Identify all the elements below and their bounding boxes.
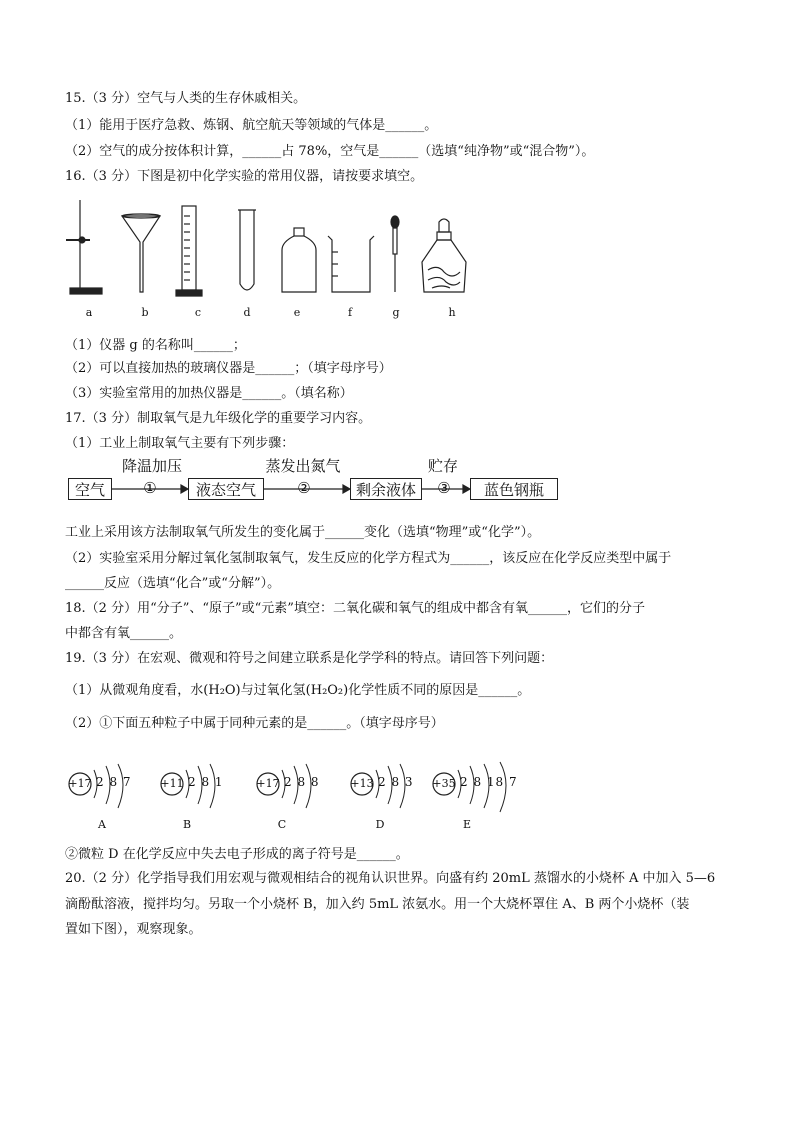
q19-part1-text-a: （1）从微观角度看，水: [65, 683, 204, 698]
reagent-bottle-icon: [282, 228, 316, 292]
q17-part2: （2）实验室采用分解过氧化氢制取氧气，发生反应的化学方程式为______，该反应在化学反应类型中属于: [65, 551, 672, 566]
particle-C: [254, 762, 344, 812]
particle-B: [158, 762, 248, 812]
flow-box-remaining-liquid: 剩余液体: [350, 478, 422, 500]
q19-heading: 19.（3 分）在宏观、微观和符号之间建立联系是化学学科的特点。请回答下列问题：: [65, 651, 554, 666]
flow-step-1: 降温加压: [121, 457, 182, 475]
q20-line1: 20.（2 分）化学指导我们用宏观与微观相结合的视角认识世界。向盛有约 20mL 蒸馏水的小烧杯 A 中加入 5—6: [65, 871, 716, 886]
label-a: a: [85, 306, 93, 319]
shells-C: 2 8 8: [284, 775, 320, 789]
particle-label-D: D: [375, 818, 385, 831]
test-tube-icon: [238, 210, 256, 290]
label-b: b: [141, 306, 149, 319]
water-formula: (H₂O): [203, 683, 241, 698]
beaker-icon: [328, 236, 374, 292]
flow-box-liquid-air: 液态空气: [188, 478, 264, 500]
iron-stand-icon: [66, 200, 102, 294]
flow-box-air: 空气: [68, 478, 112, 500]
label-e: e: [293, 306, 301, 319]
particle-label-A: A: [98, 818, 106, 831]
q18-line2: 中都含有氧______。: [65, 626, 183, 641]
hydrogen-peroxide-formula: (H₂O₂): [305, 683, 349, 698]
q17-heading: 17.（3 分）制取氧气是九年级化学的重要学习内容。: [65, 411, 372, 426]
particle-label-E: E: [462, 818, 472, 831]
label-d: d: [243, 306, 251, 319]
graduated-cylinder-icon: [176, 206, 202, 296]
shells-E: 2 8 18 7: [460, 775, 518, 789]
nucleus-B: +11: [160, 777, 184, 790]
q18-line1: 18.（2 分）用“分子”、“原子”或“元素”填空：二氧化碳和氧气的组成中都含有氧______，它们的分子: [65, 601, 645, 616]
flow-num-2: ②: [297, 479, 311, 497]
flow-box-blue-cylinder: 蓝色钢瓶: [470, 478, 558, 500]
label-g: g: [392, 306, 400, 319]
q19-part1-text-c: 化学性质不同的原因是______。: [348, 683, 531, 698]
nucleus-D: +13: [350, 777, 374, 790]
q15-heading: 15.（3 分）空气与人类的生存休戚相关。: [65, 91, 307, 106]
particle-label-B: B: [182, 818, 192, 831]
q17-part1: （1）工业上制取氧气主要有下列步骤：: [65, 436, 295, 451]
q15-part1: （1）能用于医疗急救、炼钢、航空航天等领域的气体是______。: [65, 118, 438, 133]
q15-part2: （2）空气的成分按体积计算，______占 78%，空气是______（选填“纯净物”或“混合物”）。: [65, 144, 595, 159]
nucleus-C: +17: [256, 777, 280, 790]
lab-apparatus-figure: [60, 192, 490, 304]
shells-A: 2 8 7: [96, 775, 132, 789]
q16-part1: （1）仪器 g 的名称叫______；: [65, 338, 246, 353]
flow-num-1: ①: [143, 479, 157, 497]
particle-label-C: C: [277, 818, 287, 831]
q17-part2-cont: ______反应（选填“化合”或“分解”）。: [65, 576, 281, 591]
q20-line3: 置如下图），观察现象。: [65, 922, 202, 937]
label-c: c: [194, 306, 202, 319]
q20-line2: 滴酚酞溶液，搅拌均匀。另取一个小烧杯 B，加入约 5mL 浓氨水。用一个大烧杯罩住 A、B 两个小烧杯（装: [65, 897, 690, 912]
q19-part2: （2）①下面五种粒子中属于同种元素的是______。（填字母序号）: [65, 716, 444, 731]
dropper-icon: [391, 216, 399, 292]
q19-part1-text-b: 与过氧化氢: [240, 683, 306, 698]
particle-E: [430, 762, 530, 822]
q16-heading: 16.（3 分）下图是初中化学实验的常用仪器，请按要求填空。: [65, 169, 424, 184]
shells-B: 2 8 1: [188, 775, 224, 789]
flow-num-3: ③: [437, 479, 451, 497]
label-h: h: [448, 306, 456, 319]
q16-part3: （3）实验室常用的加热仪器是______。（填名称）: [65, 386, 353, 401]
q17-part1-question: 工业上采用该方法制取氧气所发生的变化属于______变化（选填“物理”或“化学”）。: [65, 525, 541, 540]
flow-step-3: 贮存: [427, 457, 458, 475]
particle-A: [66, 762, 156, 812]
nucleus-E: +35: [432, 777, 456, 790]
alcohol-lamp-icon: [422, 219, 466, 292]
flow-step-2: 蒸发出氮气: [265, 457, 341, 475]
flow-arrows: [68, 466, 558, 514]
label-f: f: [347, 306, 353, 319]
q19-part2-sub2: ②微粒 D 在化学反应中失去电子形成的离子符号是______。: [65, 847, 409, 862]
shells-D: 2 8 3: [378, 775, 414, 789]
oxygen-process-flowchart: [68, 457, 558, 514]
funnel-icon: [122, 214, 160, 292]
nucleus-A: +17: [68, 777, 92, 790]
q16-part2: （2）可以直接加热的玻璃仪器是______；（填字母序号）: [65, 361, 392, 376]
particle-D: [348, 762, 438, 812]
q19-part1: [65, 682, 530, 700]
